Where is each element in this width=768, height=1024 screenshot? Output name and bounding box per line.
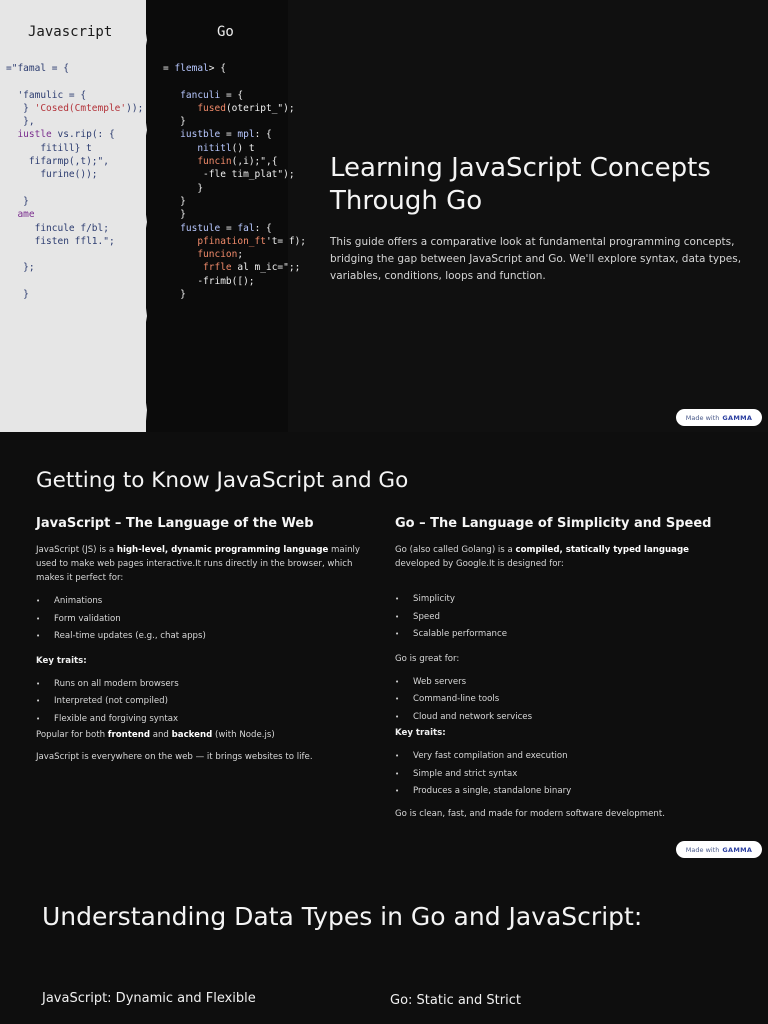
- uses-list: [395, 591, 735, 644]
- column-heading: JavaScript – The Language of the Web: [36, 516, 314, 531]
- list-item: • Scalable performance: [395, 626, 735, 644]
- great-for-list: [395, 674, 735, 727]
- js-subtitle: JavaScript: Dynamic and Flexible: [42, 991, 256, 1006]
- gamma-logo: GAMMA: [722, 845, 753, 854]
- list-item: • Flexible and forgiving syntax: [36, 711, 376, 729]
- list-item: • Animations: [36, 593, 376, 611]
- slide-title: Understanding Data Types in Go and JavaScript:: [42, 902, 643, 931]
- great-for-label: Go is great for:: [395, 653, 460, 664]
- slide-title: Learning JavaScript Concepts Through Go: [330, 153, 711, 216]
- badge-prefix: Made with: [685, 845, 720, 854]
- column-heading: Go – The Language of Simplicity and Speed: [395, 516, 712, 531]
- list-item: • Interpreted (not compiled): [36, 693, 376, 711]
- closing-paragraph: Go is clean, fast, and made for modern software development.: [395, 808, 665, 819]
- traits-list: [395, 748, 735, 801]
- made-with-gamma-badge[interactable]: [676, 409, 762, 426]
- intro-paragraph: Go (also called Golang) is a compiled, statically typed language developed by Google.It is designed for:: [395, 545, 689, 569]
- intro-paragraph: JavaScript (JS) is a high-level, dynamic programming language mainly used to make web pages interactive.It runs directly in the browser, which makes it perfect for:: [36, 545, 361, 583]
- traits-label: Key traits:: [395, 728, 446, 738]
- go-code-snippet: = flemal> { fanculi = { fused(oteript_"); } iustble = mpl: { nititl() t funcin(,i);",{ -fle tim_plat"); } } } fustule = fal: { pfination_ft't= f); funcion; frfle al m_ic=";; -frimb([); }: [163, 63, 307, 301]
- list-item: • Runs on all modern browsers: [36, 676, 376, 694]
- made-with-gamma-badge[interactable]: [676, 841, 762, 858]
- list-item: • Command-line tools: [395, 691, 735, 709]
- list-item: • Real-time updates (e.g., chat apps): [36, 628, 376, 646]
- list-item: • Produces a single, standalone binary: [395, 783, 735, 801]
- badge-prefix: Made with: [685, 413, 720, 422]
- list-item: • Web servers: [395, 674, 735, 692]
- list-item: • Very fast compilation and execution: [395, 748, 735, 766]
- traits-list: [36, 676, 376, 729]
- traits-label: Key traits:: [36, 655, 87, 666]
- slide-title: Getting to Know JavaScript and Go: [36, 468, 409, 493]
- uses-list: [36, 593, 376, 646]
- go-code-title: Go: [217, 24, 234, 40]
- closing-paragraph: JavaScript is everywhere on the web — it brings websites to life.: [36, 752, 313, 762]
- slide-data-types: [0, 864, 768, 1024]
- gamma-logo: GAMMA: [722, 413, 753, 422]
- slide-description: This guide offers a comparative look at fundamental programming concepts, bridging the gap between JavaScript and Go. We'll explore syntax, data types, variables, conditions, loops and function.: [330, 236, 742, 282]
- list-item: • Speed: [395, 609, 735, 627]
- js-code-title: Javascript: [28, 24, 113, 40]
- slide-intro: [0, 0, 768, 432]
- list-item: • Cloud and network services: [395, 709, 735, 727]
- go-subtitle: Go: Static and Strict: [390, 993, 521, 1008]
- list-item: • Simple and strict syntax: [395, 766, 735, 784]
- slide-overview: [0, 432, 768, 864]
- go-column: [395, 516, 735, 821]
- javascript-column: [36, 516, 376, 764]
- list-item: • Simplicity: [395, 591, 735, 609]
- list-item: • Form validation: [36, 611, 376, 629]
- code-comparison-image: [0, 0, 307, 432]
- js-code-snippet: ="famal = { 'famulic = { } 'Cosed(Cmtemple')); }, iustle vs.rip(: { fitill} t fifarmp(,t);", furine()); } ame fincule f/bl; fisten ffl1."; }; }: [6, 63, 144, 301]
- popular-paragraph: Popular for both frontend and backend (with Node.js): [36, 730, 275, 740]
